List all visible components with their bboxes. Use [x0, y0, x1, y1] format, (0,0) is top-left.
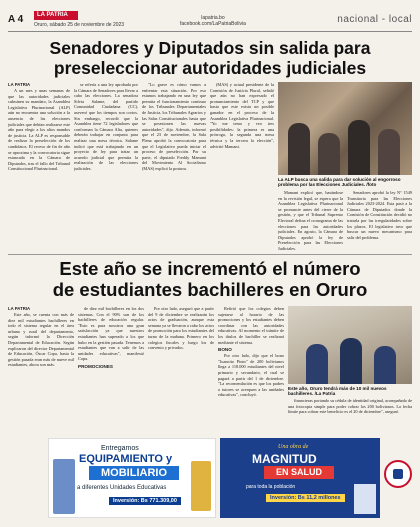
- photo-figure: [318, 133, 340, 175]
- article1-col3-text: "Lo grave es cómo vamos a enfrentar esta situación. Por eso estamos trabajando en una ley que permita el funcionamiento continuo de los Tribunales Departamentales de Justicia, los Tribunales Agrarios y las Salas Constitucionales hasta que se posesionen las nuevas autoridades", dijo. Además, informó que el 23 de noviembre, la Sala Plena aprobó la convocatoria para que el Legislativo pueda iniciar el proceso de preselección. Por su parte, el diputado Freddy Mamani del Movimiento Al Socialismo (MAS) explicó la postura.: [142, 82, 206, 171]
- article1-headline-line2: preseleccionar autoridades judiciales: [53, 58, 367, 78]
- article1-col6-text: Senadores aprobó la ley N° 1549 Transitoria para las Elecciones Judiciales 2023-2024. Esta pasó a la Cámara de Diputados donde la Comisión de Constitución decidió no tratarla por las irregularidades sobre los plazos. El legislativo tuvo que buscar un nuevo mecanismo para salir del problema.: [347, 190, 412, 240]
- article1-column-4: [210, 82, 274, 250]
- article1-column-2: [74, 82, 138, 250]
- article1-column-5: [278, 190, 343, 250]
- social-link[interactable]: facebook.com/LaPatriaBolivia: [180, 21, 246, 27]
- article2-col1-text: Este año, se cuenta con más de diez mil estudiantes bachilleres en todo el sistema regular en el área urbana y rural del departamento, según informó la Dirección Departamental de Educación. Según explicaron del director Departamental de Educación, Óscar Copa, hasta la gestión pasada eran más de nueve mil estudiantes, ahora son más.: [8, 312, 74, 368]
- photo-figure: [340, 338, 362, 384]
- ad2-line1: Una obra de: [278, 444, 309, 450]
- article1-col2-text: se refería a una ley aprobada por la Cámara de Senadores para llevar a cabo las elecciones. La senadora Silvia Salame, del partido Comunidad Ciudadana (CC), aseveró que los tiempos son cortos. Sin embargo, recordó que la Asamblea tiene 72 legisladores que conforman la Cámara Alta, quienes deberán trabajar en conjunto para realizar una mesa técnica. Salame indicó que está trabajando en un proyecto de ley para tratar un acuerdo judicial que permita la realización de las elecciones judiciales.: [74, 82, 138, 171]
- article1-headline: [8, 38, 412, 78]
- ad1-line3: MOBILIARIO: [89, 466, 179, 480]
- photo-figure: [348, 120, 370, 175]
- article2-caption-credit: /La Patria: [314, 391, 336, 397]
- ad2-line4: para toda la población: [246, 484, 296, 490]
- article2-subhead-promociones: PROMOCIONES: [78, 363, 113, 369]
- photo-figure: [306, 344, 328, 384]
- article2-column-6: [288, 398, 412, 434]
- government-emblem-icon: [384, 460, 412, 488]
- article2-column-1: [8, 306, 74, 434]
- article2-subhead-bono: BONO: [218, 347, 232, 353]
- article2-col2-text: de diez mil bachilleres en los dos sistemas. Con el 90% son de los bachilleres de educación regular. "Esto es para nosotros una gran satisfacción ya que nuestros estudiantes han superado a los que hubo en la gestión pasada. Tenemos a estudiantes que van a salir de las unidades educativas", manifestó Copa.: [78, 306, 144, 362]
- page-header: [0, 0, 420, 34]
- article1-col4-text: (MAS) y actual presidente de la Comisión de Justicia Plural, señaló que aún no han expresado el pronunciamiento del TCP y que basta que este exista un posible ganador en el proceso de la Asamblea Legislativa Plurinacional. "Yo me temo y veo tres posibilidades: la primera es una prórroga, la segunda una mesa técnica y la tercera la elección", advirtió Mamani.: [210, 82, 274, 149]
- photo-figure: [374, 346, 396, 384]
- article2-column-4: [218, 306, 284, 434]
- advertisement-equipment[interactable]: [48, 438, 216, 518]
- ad-chair-graphic: [191, 461, 211, 511]
- article1-caption-text: La ALP busca una salida para dar solución al engorroso problema por las Elecciones Judiciales.: [278, 177, 401, 188]
- ad-shelf-graphic: [53, 459, 75, 514]
- section-label: nacional - local: [337, 14, 412, 25]
- ad1-line1: Entregamos: [101, 445, 139, 452]
- article2-photo-caption: [288, 386, 412, 397]
- site-link[interactable]: lapatria.bo: [201, 15, 225, 21]
- article2-column-2: [78, 306, 144, 434]
- photo-figure: [378, 129, 400, 175]
- article1-col1-text: A un mes y unas semanas de que las autoridades judiciales culminen su mandato, la Asamblea Legislativa Plurinacional (ALP) aún no encuentra una solución a la ausencia de las elecciones judiciales que debían realizarse este año para elegir a los altos mandos de justicia. La ALP es responsable de realizar la preselección de los candidatos. El receso de fin de año se aproxima y la convocatoria sigue estancada en la Cámara de Diputados, tras el fallo del Tribunal Constitucional Plurinacional.: [8, 88, 70, 172]
- article2-col6-text: financieras portando su cédula de identidad original, acompañado de una fotocopia simple para poder cobrar los 200 bolivianos. La fecha límite para cobrar este beneficio es el 20 de diciembre", aseguró.: [288, 398, 412, 415]
- article2-source: LA PATRIA: [8, 306, 31, 311]
- ad2-line3: EN SALUD: [264, 466, 334, 479]
- ad2-line2: MAGNITUD: [252, 452, 317, 466]
- article2-headline-line1: Este año se incrementó el número: [59, 258, 361, 279]
- header-links: [180, 15, 246, 27]
- article2-caption-text: Este año, Oruro tendrá más de 10 mil nuevos bachilleres.: [288, 386, 387, 397]
- photo-figure: [288, 123, 310, 175]
- newspaper-logo: LA PATRIA: [34, 11, 78, 20]
- advertisement-health[interactable]: [220, 438, 380, 518]
- article2-photo: [288, 306, 412, 384]
- article1-photo-caption: [278, 177, 412, 188]
- page-number: A 4: [8, 14, 24, 25]
- article2-col4-text: Refirió que los colegios deben sujetarse al horario de las promociones y los estudiantes deben coordinar con las autoridades educativas. Al momento el trámite de los títulos de bachiller se realizará mediante el sistema.: [218, 306, 284, 345]
- article1-col5-text: Mamani explicó que, basándose en la revisión legal, se espera que la Asamblea Legislativa Plurinacional se pronuncie antes del cierre de la gestión, y que el Tribunal Supremo Electoral defina el cronograma de las elecciones para las autoridades judiciales. En agosto, la Cámara de Diputados aprobó la ley de Preselección para las Elecciones Judiciales.: [278, 190, 343, 250]
- article1-source: LA PATRIA: [8, 82, 31, 87]
- ad2-price: Inversión: Bs 11,2 millones: [266, 494, 345, 502]
- article1-caption-credit: /foto: [366, 182, 377, 188]
- article2-column-3: [148, 306, 214, 434]
- article2-headline-line2: de estudiantes bachilleres en Oruro: [52, 279, 368, 300]
- article2-col3-text: Por otro lado, aseguró que a partir del 9 de diciembre se realizarán los actos de graduación, aunque esta semana ya se llevaron a cabo los actos de promoción para los estudiantes del turno de la mañana. Primero en los colegios fiscales y luego los de convenio y privados.: [148, 306, 214, 351]
- article1-headline-line1: Senadores y Diputados sin salida para: [49, 38, 371, 58]
- article2-headline: [8, 258, 412, 300]
- ad-building-graphic: [354, 484, 376, 514]
- article2-col5-text: Por otro lado, dijo que el bono "Juancito Pinto" de 200 bolivianos llega a 118.000 estudiantes del nivel primario y secundario, el cual se pagará a partir del 1 de diciembre. "La recomendación es que los padres o tutores se acerquen a las unidades educativas", concluyó.: [218, 353, 284, 398]
- article1-column-3: [142, 82, 206, 250]
- ad1-line2: EQUIPAMIENTO y: [79, 453, 173, 465]
- ad1-line4: a diferentes Unidades Educativas: [77, 485, 167, 491]
- article1-column-1: [8, 82, 70, 250]
- issue-date: Oruro, sábado 25 de noviembre de 2023: [34, 22, 125, 28]
- article1-column-6: [347, 190, 412, 250]
- article-divider: [8, 254, 412, 255]
- header-rule: [8, 31, 412, 32]
- ad1-price: Inversión: Bs 771.309,00: [109, 497, 181, 505]
- article1-photo: [278, 82, 412, 175]
